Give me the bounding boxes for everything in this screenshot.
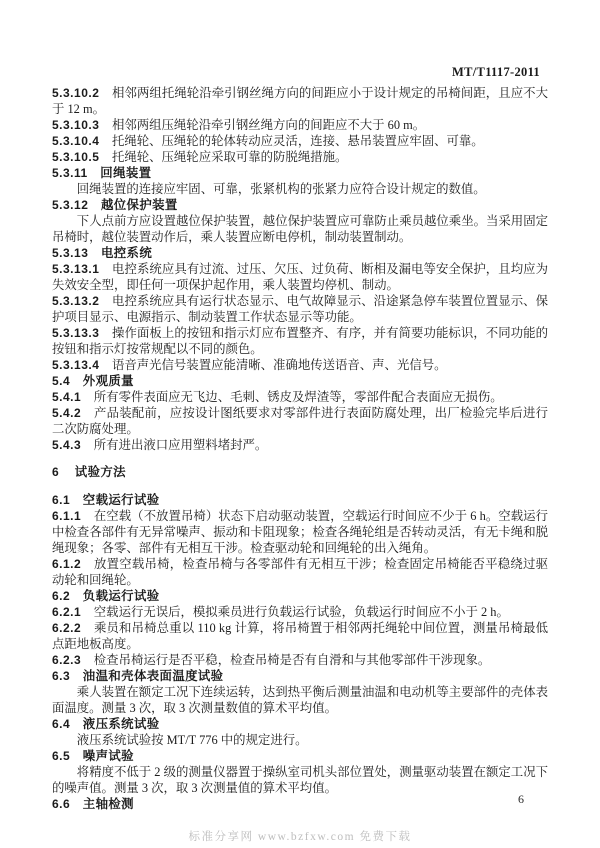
clause-paragraph (52, 556, 548, 588)
clause-number: 6.2 (52, 589, 71, 603)
section-heading (52, 668, 548, 684)
clause-number: 6.4 (52, 717, 71, 731)
clause-number: 5.4.1 (52, 390, 82, 404)
clause-text: 液压系统试验 (82, 717, 160, 731)
clause-number: 6 (52, 465, 60, 479)
clause-number: 6.5 (52, 749, 71, 763)
clause-text: 回绳装置 (100, 166, 152, 180)
clause-number: 5.4 (52, 374, 71, 388)
section-heading (52, 492, 548, 508)
clause-text: 空载运行无误后，模拟乘员进行负载运行试验，负载运行时间应不小于 2 h。 (93, 605, 509, 619)
clause-text: 油温和壳体表面温度试验 (82, 669, 224, 683)
clause-number: 5.4.3 (52, 438, 82, 452)
section-heading (52, 165, 548, 181)
clause-text: 在空载（不放置吊椅）状态下启动驱动装置，空载运行时间应不少于 6 h。空载运行中检查各部件有无异常噪声、振动和卡阻现象；检查各绳轮组是否转动灵活，有无卡绳和脱绳现象；各零、部件有无相互干涉。检查驱动轮和回绳轮的出入绳角。 (52, 509, 548, 555)
clause-number: 5.3.11 (52, 166, 88, 180)
body-paragraph (52, 684, 548, 716)
clause-text: 下人点前方应设置越位保护装置，越位保护装置应可靠防止乘员越位乘坐。当采用固定吊椅时，越位装置动作后，乘人装置应断电停机，制动装置制动。 (52, 214, 548, 244)
clause-paragraph (52, 405, 548, 437)
clause-text: 电控系统应具有运行状态显示、电气故障显示、沿途紧急停车装置位置显示、保护项目显示、电源指示、制动装置工作状态显示等功能。 (52, 294, 548, 324)
document-body (52, 85, 548, 812)
clause-paragraph (52, 149, 548, 165)
clause-number: 6.1.1 (52, 509, 82, 523)
clause-text: 所有进出液口应用塑料堵封严。 (93, 438, 268, 452)
clause-paragraph (52, 604, 548, 620)
body-paragraph (52, 181, 548, 197)
clause-text: 空载运行试验 (82, 493, 160, 507)
clause-number: 5.3.13.2 (52, 294, 100, 308)
clause-text: 乘人装置在额定工况下连续运转，达到热平衡后测量油温和电动机等主要部件的壳体表面温度。测量 3 次，取 3 次测量数值的算术平均值。 (52, 685, 548, 715)
clause-number: 6.1 (52, 493, 71, 507)
clause-paragraph (52, 261, 548, 293)
clause-number: 6.2.3 (52, 653, 82, 667)
clause-text: 乘员和吊椅总重以 110 kg 计算，将吊椅置于相邻两托绳轮中间位置，测量吊椅最低点距地板高度。 (52, 621, 548, 651)
clause-number: 5.3.13.1 (52, 262, 100, 276)
clause-text: 语音声光信号装置应能清晰、准确地传送语音、声、光信号。 (111, 358, 447, 372)
clause-paragraph (52, 325, 548, 357)
clause-number: 5.4.2 (52, 406, 82, 420)
clause-text: 电控系统 (100, 246, 153, 260)
section-heading (52, 245, 548, 261)
clause-paragraph (52, 437, 548, 453)
clause-text: 越位保护装置 (100, 198, 178, 212)
clause-number: 5.3.10.4 (52, 134, 100, 148)
section-heading (52, 796, 548, 812)
clause-number: 6.6 (52, 797, 71, 811)
clause-number: 5.3.10.3 (52, 118, 100, 132)
clause-text: 主轴检测 (82, 797, 134, 811)
clause-text: 操作面板上的按钮和指示灯应布置整齐、有序，并有简要功能标识，不同功能的按钮和指示灯按常规配以不同的颜色。 (52, 326, 548, 356)
clause-number: 5.3.13 (52, 246, 89, 260)
section-heading (52, 716, 548, 732)
clause-text: 托绳轮、压绳轮的轮体转动应灵活，连接、悬吊装置应牢固、可靠。 (111, 134, 484, 148)
clause-number: 5.3.10.5 (52, 150, 100, 164)
section-heading (52, 588, 548, 604)
clause-text: 托绳轮、压绳轮应采取可靠的防脱绳措施。 (111, 150, 348, 164)
body-paragraph (52, 764, 548, 796)
standard-number-header: MT/T1117-2011 (452, 65, 540, 79)
section-heading (52, 197, 548, 213)
clause-paragraph (52, 117, 548, 133)
clause-text: 产品装配前，应按设计图纸要求对零部件进行表面防腐处理，出厂检验完毕后进行二次防腐处理。 (52, 406, 548, 436)
body-paragraph (52, 732, 548, 748)
section-heading (52, 373, 548, 389)
clause-text: 噪声试验 (82, 749, 134, 763)
clause-paragraph (52, 389, 548, 405)
watermark-text: 标准分享网 www.bzfxw.com 免费下载 (188, 831, 412, 843)
clause-paragraph (52, 620, 548, 652)
clause-number: 6.3 (52, 669, 71, 683)
clause-text: 放置空载吊椅，检查吊椅与各零部件有无相互干涉；检查固定吊椅能否平稳绕过驱动轮和回绳轮。 (52, 557, 548, 587)
clause-text: 相邻两组压绳轮沿牵引钢丝绳方向的间距应不大于 60 m。 (111, 118, 426, 132)
clause-text: 电控系统应具有过流、过压、欠压、过负荷、断相及漏电等安全保护，且均应为失效安全型，即任何一项保护起作用，乘人装置均停机、制动。 (52, 262, 548, 292)
clause-text: 回绳装置的连接应牢固、可靠，张紧机构的张紧力应符合设计规定的数值。 (76, 182, 486, 196)
clause-number: 5.3.10.2 (52, 86, 100, 100)
clause-text: 将精度不低于 2 级的测量仪器置于操纵室司机头部位置处，测量驱动装置在额定工况下的噪声值。测量 3 次，取 3 次测量值的算术平均值。 (52, 765, 548, 795)
clause-text: 相邻两组托绳轮沿牵引钢丝绳方向的间距应小于设计规定的吊椅间距，且应不大于 12 m。 (52, 86, 548, 116)
clause-number: 5.3.13.3 (52, 326, 100, 340)
clause-number: 6.1.2 (52, 557, 82, 571)
clause-paragraph (52, 357, 548, 373)
clause-text: 检查吊椅运行是否平稳，检查吊椅是否有自滑和与其他零部件干涉现象。 (93, 653, 491, 667)
page-number: 6 (518, 792, 524, 806)
clause-text: 液压系统试验按 MT/T 776 中的规定进行。 (76, 733, 308, 747)
clause-paragraph (52, 85, 548, 117)
clause-paragraph (52, 293, 548, 325)
clause-number: 5.3.12 (52, 198, 89, 212)
body-paragraph (52, 213, 548, 245)
clause-number: 5.3.13.4 (52, 358, 100, 372)
clause-number: 6.2.1 (52, 605, 82, 619)
clause-paragraph (52, 652, 548, 668)
section-heading (52, 748, 548, 764)
chapter-heading (52, 464, 548, 480)
clause-paragraph (52, 133, 548, 149)
clause-text: 所有零件表面应无飞边、毛刺、锈皮及焊渣等，零部件配合表面应无损伤。 (93, 390, 503, 404)
clause-text: 负载运行试验 (82, 589, 160, 603)
clause-paragraph (52, 508, 548, 556)
clause-text: 试验方法 (74, 465, 126, 479)
clause-text: 外观质量 (82, 374, 134, 388)
clause-number: 6.2.2 (52, 621, 82, 635)
